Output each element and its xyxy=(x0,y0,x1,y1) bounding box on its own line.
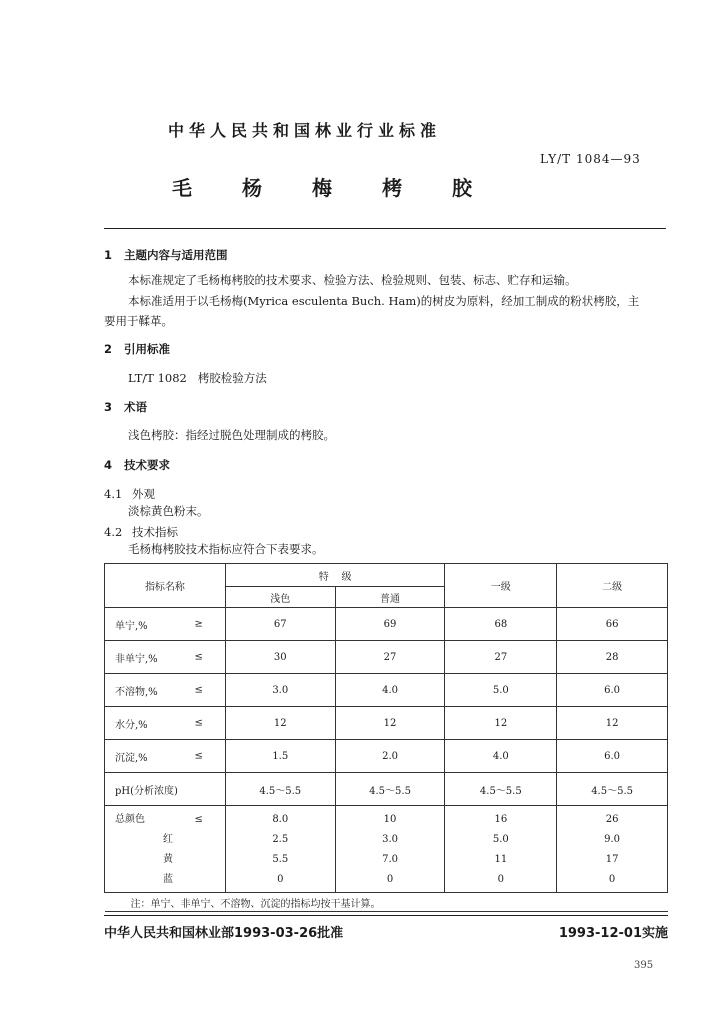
paragraph: 浅色栲胶：指经过脱色处理制成的栲胶。 xyxy=(128,428,335,442)
sub-label-red: 红 xyxy=(163,834,173,845)
table-row xyxy=(105,707,668,740)
table-cell: 10 xyxy=(383,814,397,825)
row-operator: ≥ xyxy=(194,618,203,630)
table-row xyxy=(105,641,668,674)
row-label: 单宁,% xyxy=(115,620,148,632)
row-label: 总颜色 xyxy=(115,814,145,825)
table-cell: 12 xyxy=(445,707,557,740)
row-operator: ≤ xyxy=(194,717,203,729)
table-cell: 27 xyxy=(445,641,557,674)
standard-code: LY/T 1084—93 xyxy=(540,152,641,166)
table-cell: 6.0 xyxy=(557,740,668,773)
paragraph: 要用于鞣革。 xyxy=(104,314,173,328)
title-char: 栲 xyxy=(382,176,402,200)
header-grade1: 一级 xyxy=(445,564,557,608)
subsection-title: 外观 xyxy=(132,487,155,501)
subsection-number: 4.2 xyxy=(104,525,123,539)
section-number: 1 xyxy=(104,248,113,262)
row-operator: ≤ xyxy=(194,651,203,663)
table-row xyxy=(105,674,668,707)
table-cell: 66 xyxy=(557,608,668,641)
header-name: 指标名称 xyxy=(105,564,226,608)
table-cell: 11 xyxy=(494,854,508,865)
header-special: 特 级 xyxy=(225,564,445,587)
table-cell: 0 xyxy=(386,874,394,885)
title-char: 梅 xyxy=(312,176,332,200)
issuing-org-heading: 中华人民共和国林业行业标准 xyxy=(168,121,442,140)
table-cell: 0 xyxy=(608,874,616,885)
paragraph: 本标准规定了毛杨梅栲胶的技术要求、检验方法、检验规则、包装、标志、贮存和运输。 xyxy=(128,273,577,287)
subsection-title: 技术指标 xyxy=(132,525,178,539)
effective-date: 1993-12-01实施 xyxy=(558,926,668,941)
section-number: 3 xyxy=(104,400,113,414)
section-title: 术语 xyxy=(124,400,147,414)
table-cell: 0 xyxy=(277,874,284,885)
table-cell: 68 xyxy=(445,608,557,641)
title-char: 胶 xyxy=(452,176,472,200)
spec-table xyxy=(104,563,668,912)
header-normal: 普通 xyxy=(335,587,445,608)
subsection-4-2 xyxy=(104,524,178,540)
page-number: 395 xyxy=(634,960,654,971)
table-cell: 12 xyxy=(557,707,668,740)
table-cell: 26 xyxy=(605,814,619,825)
row-label: 不溶物,% xyxy=(115,686,158,698)
reference-item: LT/T 1082 栲胶检验方法 xyxy=(128,371,267,385)
table-cell: 4.0 xyxy=(335,674,445,707)
header-light: 浅色 xyxy=(225,587,335,608)
row-label: pH(分析浓度) xyxy=(115,785,178,797)
table-cell: 30 xyxy=(225,641,335,674)
row-operator: ≤ xyxy=(194,814,203,825)
section-title: 引用标准 xyxy=(124,342,170,356)
row-operator: ≤ xyxy=(194,750,203,762)
document-title xyxy=(172,172,472,201)
section-2-heading xyxy=(104,341,170,357)
row-label: 非单宁,% xyxy=(115,653,158,665)
table-cell: 2.5 xyxy=(272,834,289,845)
section-1-heading xyxy=(104,247,228,263)
header-rule xyxy=(104,228,666,229)
table-cell: 28 xyxy=(557,641,668,674)
table-cell: 5.0 xyxy=(445,674,557,707)
table-row xyxy=(105,773,668,806)
table-cell: 7.0 xyxy=(382,854,398,865)
sub-label-blue: 蓝 xyxy=(163,874,173,885)
section-title: 技术要求 xyxy=(124,458,170,472)
table-cell: 69 xyxy=(335,608,445,641)
row-operator: ≤ xyxy=(194,684,203,696)
table-cell: 4.5～5.5 xyxy=(225,773,335,806)
paragraph: 淡棕黄色粉末。 xyxy=(128,504,209,518)
table-cell: 3.0 xyxy=(225,674,335,707)
section-4-heading xyxy=(104,457,170,473)
table-cell: 67 xyxy=(225,608,335,641)
table-cell: 4.5～5.5 xyxy=(557,773,668,806)
table-row xyxy=(105,608,668,641)
table-cell: 4.5～5.5 xyxy=(335,773,445,806)
row-label: 沉淀,% xyxy=(115,752,148,764)
table-cell: 1.5 xyxy=(225,740,335,773)
table-cell: 12 xyxy=(335,707,445,740)
subsection-number: 4.1 xyxy=(104,487,123,501)
table-cell: 2.0 xyxy=(335,740,445,773)
table-cell: 4.5～5.5 xyxy=(445,773,557,806)
subsection-4-1 xyxy=(104,486,155,502)
title-char: 毛 xyxy=(172,176,192,200)
header-grade2: 二级 xyxy=(557,564,668,608)
table-cell: 4.0 xyxy=(445,740,557,773)
table-cell: 5.0 xyxy=(492,834,509,845)
section-3-heading xyxy=(104,399,147,415)
table-note: 注：单宁、非单宁、不溶物、沉淀的指标均按干基计算。 xyxy=(105,893,668,912)
table-cell: 12 xyxy=(225,707,335,740)
approval-date: 中华人民共和国林业部1993-03-26批准 xyxy=(104,926,344,941)
table-cell: 17 xyxy=(605,854,619,865)
table-cell: 9.0 xyxy=(604,834,621,845)
sub-label-yellow: 黄 xyxy=(163,854,173,865)
title-char: 杨 xyxy=(242,176,262,200)
footer-rule xyxy=(104,915,668,916)
table-row xyxy=(105,740,668,773)
row-label: 水分,% xyxy=(115,719,148,731)
section-title: 主题内容与适用范围 xyxy=(124,248,228,262)
paragraph: 本标准适用于以毛杨梅(Myrica esculenta Buch. Ham)的树皮为原料，经加工制成的粉状栲胶，主 xyxy=(128,294,640,308)
table-cell: 27 xyxy=(335,641,445,674)
table-cell: 6.0 xyxy=(557,674,668,707)
section-number: 4 xyxy=(104,458,113,472)
table-cell: 16 xyxy=(494,814,508,825)
table-cell: 3.0 xyxy=(382,834,398,845)
table-cell: 8.0 xyxy=(272,814,289,825)
section-number: 2 xyxy=(104,342,113,356)
paragraph: 毛杨梅栲胶技术指标应符合下表要求。 xyxy=(128,542,324,556)
color-row xyxy=(105,806,668,893)
table-cell: 5.5 xyxy=(272,854,289,865)
note-row xyxy=(105,893,668,912)
table-cell: 0 xyxy=(497,874,504,885)
